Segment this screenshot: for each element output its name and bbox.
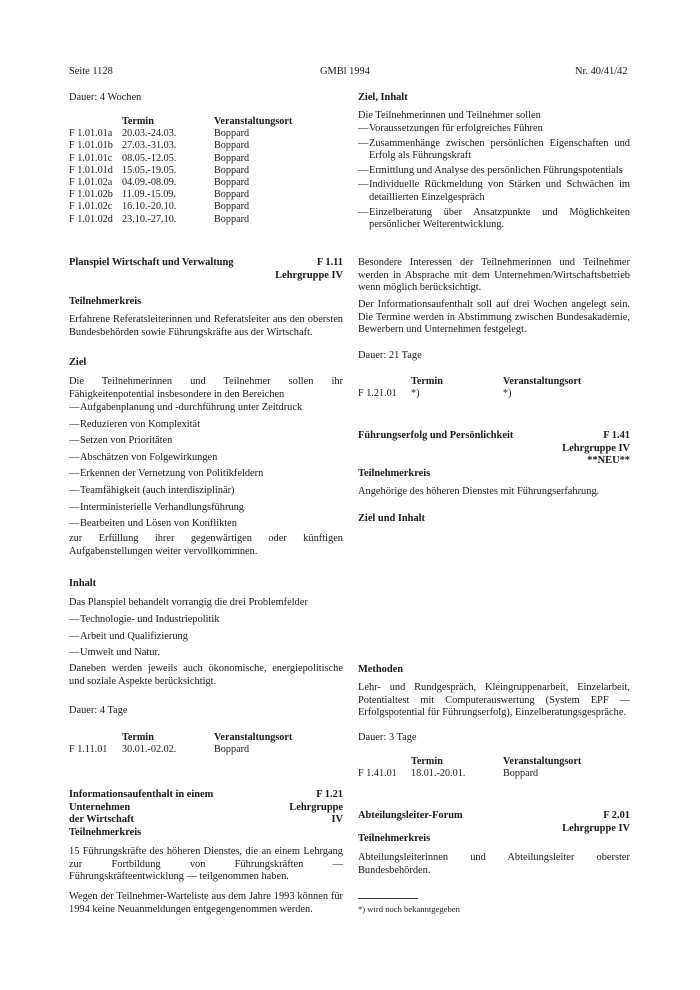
- list-item: — Individuelle Rückmeldung von Stärken und Schwächen im detaillierten Einzelgespräch: [358, 179, 630, 204]
- course-code: F 1.41: [603, 430, 630, 441]
- table-cell-code: F 1.01.01a: [69, 128, 113, 140]
- paragraph: Erfahrene Referatsleiterinnen und Referatsleiter aus den obersten Bundesbehörden sowie Führungskräfte aus der Wirtschaft.: [69, 314, 343, 338]
- table-cell-code: F 1.01.02a: [69, 177, 113, 189]
- table-row: [69, 214, 292, 226]
- list-item: — Ermittlung und Analyse des persönlichen Führungspotentials: [358, 165, 630, 178]
- course-code: F 1.21: [316, 789, 343, 800]
- course-title: Führungserfolg und Persönlichkeit: [358, 430, 514, 441]
- course-code: F 1.11: [316, 257, 343, 268]
- table-cell-place: Boppard: [214, 140, 250, 152]
- schedule-table: [69, 732, 292, 756]
- table-cell-place: Boppard: [214, 744, 250, 756]
- course-heading: [358, 430, 630, 468]
- section-heading: Teilnehmerkreis: [358, 833, 431, 844]
- table-cell-place: Boppard: [214, 164, 250, 176]
- footnote-rule: [358, 898, 418, 899]
- course-code: F 2.01: [603, 810, 630, 821]
- section-heading: Teilnehmerkreis: [69, 827, 142, 838]
- table-row: [69, 153, 292, 165]
- col-termin: Termin: [411, 376, 443, 387]
- table-cell-date: 11.09.-15.09.: [122, 189, 176, 201]
- list-item: — Umwelt und Natur.: [69, 647, 343, 660]
- table-cell-date: 18.01.-20.01.: [411, 768, 466, 780]
- table-cell-date: 27.03.-31.03.: [122, 140, 177, 152]
- bullet-list: [69, 614, 343, 664]
- list-item: — Voraussetzungen für erfolgreiches Führen: [358, 123, 630, 136]
- table-cell-place: Boppard: [214, 177, 250, 189]
- table-cell-date: *): [411, 388, 420, 400]
- issue-number: Nr. 40/41/42: [575, 66, 628, 77]
- list-item: — Einzelberatung über Ansatzpunkte und Möglichkeiten persönlicher Weiterentwicklung.: [358, 207, 630, 232]
- col-ort: Veranstaltungsort: [503, 376, 582, 387]
- course-title-cont: der Wirtschaft: [69, 814, 134, 826]
- schedule-table: [358, 376, 581, 400]
- table-cell-date: 20.03.-24.03.: [122, 128, 177, 140]
- table-row: [69, 128, 292, 140]
- journal-title: GMBl 1994: [320, 66, 370, 77]
- list-item: — Aufgabenplanung und -durchführung unter Zeitdruck: [69, 402, 343, 415]
- page-number: Seite 1128: [69, 66, 113, 77]
- duration-label: Dauer: 4 Wochen: [69, 92, 142, 103]
- list-item: — Interministerielle Verhandlungsführung: [69, 502, 343, 515]
- duration-label: Dauer: 21 Tage: [358, 350, 422, 361]
- paragraph: Die Teilnehmerinnen und Teilnehmer sollen ihr Fähigkeitenpotential insbesondere in den Bereichen: [69, 376, 343, 400]
- table-cell-date: 16.10.-20.10.: [122, 201, 177, 213]
- course-title: Planspiel Wirtschaft und Verwaltung: [69, 257, 234, 268]
- paragraph: Angehörige des höheren Dienstes mit Führungserfahrung.: [358, 486, 600, 497]
- list-item: — Reduzieren von Komplexität: [69, 419, 343, 432]
- table-cell-date: 23.10.-27.10.: [122, 213, 177, 225]
- duration-label: Dauer: 3 Tage: [358, 732, 417, 743]
- course-heading: [69, 789, 343, 827]
- col-ort: Veranstaltungsort: [214, 116, 293, 127]
- table-cell-place: Boppard: [214, 152, 250, 164]
- paragraph: Wegen der Teilnehmer-Warteliste aus dem Jahre 1993 können für 1994 keine Neuanmeldungen entgegengenommen werden.: [69, 891, 343, 915]
- table-cell-code: F 1.11.01: [69, 744, 108, 756]
- table-cell-code: F 1.01.01c: [69, 152, 113, 164]
- table-row: [69, 140, 292, 152]
- table-row: [69, 177, 292, 189]
- paragraph: Abteilungsleiterinnen und Abteilungsleiter oberster Bundesbehörden.: [358, 852, 630, 876]
- bullet-list: [358, 123, 630, 234]
- paragraph: Daneben werden jeweils auch ökonomische, energiepolitische und soziale Aspekte berücksichtigt.: [69, 663, 343, 687]
- table-cell-place: Boppard: [214, 189, 250, 201]
- table-cell-code: F 1.01.01d: [69, 164, 113, 176]
- list-item: — Abschätzen von Folgewirkungen: [69, 452, 343, 465]
- table-cell-place: Boppard: [214, 128, 250, 140]
- list-item: — Arbeit und Qualifizierung: [69, 631, 343, 644]
- course-heading: [69, 257, 343, 282]
- section-heading: Teilnehmerkreis: [358, 468, 431, 479]
- section-heading: Teilnehmerkreis: [69, 296, 142, 307]
- paragraph: 15 Führungskräfte des höheren Dienstes, die an einem Lehrgang zur Fortbildung von Führungskräften — Führungskräfteentwicklung — teilgenommen haben.: [69, 846, 343, 883]
- table-cell-code: F 1.01.01b: [69, 140, 113, 152]
- table-cell-date: 15.05.-19.05.: [122, 164, 177, 176]
- table-cell-place: Boppard: [503, 768, 539, 780]
- list-item: — Zusammenhänge zwischen persönlichen Eigenschaften und Erfolg als Führungskraft: [358, 138, 630, 163]
- table-cell-date: 08.05.-12.05.: [122, 152, 177, 164]
- paragraph: Das Planspiel behandelt vorrangig die drei Problemfelder: [69, 597, 308, 608]
- course-title: Informationsaufenthalt in einem Unternehmen: [69, 789, 214, 813]
- course-heading: [358, 810, 630, 835]
- col-termin: Termin: [122, 732, 154, 743]
- course-group: Lehrgruppe IV: [562, 822, 630, 834]
- section-heading: Ziel, Inhalt: [358, 92, 408, 103]
- table-cell-code: F 1.01.02b: [69, 189, 113, 201]
- section-heading: Ziel und Inhalt: [358, 513, 425, 524]
- course-title: Abteilungsleiter-Forum: [358, 810, 463, 821]
- col-termin: Termin: [122, 116, 154, 127]
- col-ort: Veranstaltungsort: [214, 732, 293, 743]
- footnote: *) wird noch bekanntgegeben: [358, 904, 460, 914]
- schedule-table: [358, 756, 581, 780]
- paragraph: Die Teilnehmerinnen und Teilnehmer sollen: [358, 110, 541, 121]
- paragraph: Besondere Interessen der Teilnehmerinnen und Teilnehmer werden in Absprache mit dem Unternehmen/Wirtschaftsbetrieb wenn möglich berücksichtigt.: [358, 257, 630, 294]
- table-cell-place: Boppard: [214, 201, 250, 213]
- bullet-list: [69, 402, 343, 535]
- col-termin: Termin: [411, 756, 443, 767]
- list-item: — Bearbeiten und Lösen von Konflikten: [69, 518, 343, 531]
- paragraph: zur Erfüllung ihrer gegenwärtigen oder künftigen Aufgabenstellungen weiter vervollkommnen.: [69, 533, 343, 557]
- section-heading: Ziel: [69, 357, 87, 368]
- table-cell-place: *): [503, 388, 512, 400]
- table-row: [69, 201, 292, 213]
- list-item: — Technologie- und Industriepolitik: [69, 614, 343, 627]
- table-cell-code: F 1.01.02c: [69, 201, 113, 213]
- paragraph: Lehr- und Rundgespräch, Kleingruppenarbeit, Einzelarbeit, Potentialtest mit Computerauswertung (System EPF — Erfolgspotential für Führungserfolg), Einzelberatungsgespräche.: [358, 682, 630, 719]
- section-heading: Methoden: [358, 664, 404, 675]
- col-ort: Veranstaltungsort: [503, 756, 582, 767]
- table-cell-date: 04.09.-08.09.: [122, 177, 177, 189]
- list-item: — Setzen von Prioritäten: [69, 435, 343, 448]
- list-item: — Erkennen der Vernetzung von Politikfeldern: [69, 468, 343, 481]
- list-item: — Teamfähigkeit (auch interdisziplinär): [69, 485, 343, 498]
- course-group: Lehrgruppe IV: [289, 801, 343, 826]
- course-group: Lehrgruppe IV: [275, 269, 343, 281]
- table-row: [69, 189, 292, 201]
- section-heading: Inhalt: [69, 578, 97, 589]
- table-cell-code: F 1.41.01: [358, 768, 397, 780]
- new-badge: **NEU**: [587, 455, 630, 467]
- duration-label: Dauer: 4 Tage: [69, 705, 128, 716]
- table-row: [69, 165, 292, 177]
- table-cell-place: Boppard: [214, 213, 250, 225]
- table-row: [358, 388, 581, 400]
- paragraph: Der Informationsaufenthalt soll auf drei Wochen angelegt sein. Die Termine werden in Abstimmung zwischen Bundesakademie, Bewerbern und Unternehmen festgelegt.: [358, 299, 630, 336]
- table-cell-code: F 1.21.01: [358, 388, 397, 400]
- table-row: [358, 768, 581, 780]
- table-cell-code: F 1.01.02d: [69, 213, 113, 225]
- table-row: [69, 744, 292, 756]
- table-cell-date: 30.01.-02.02.: [122, 744, 177, 756]
- course-group: Lehrgruppe IV: [562, 442, 630, 454]
- schedule-table: [69, 116, 292, 226]
